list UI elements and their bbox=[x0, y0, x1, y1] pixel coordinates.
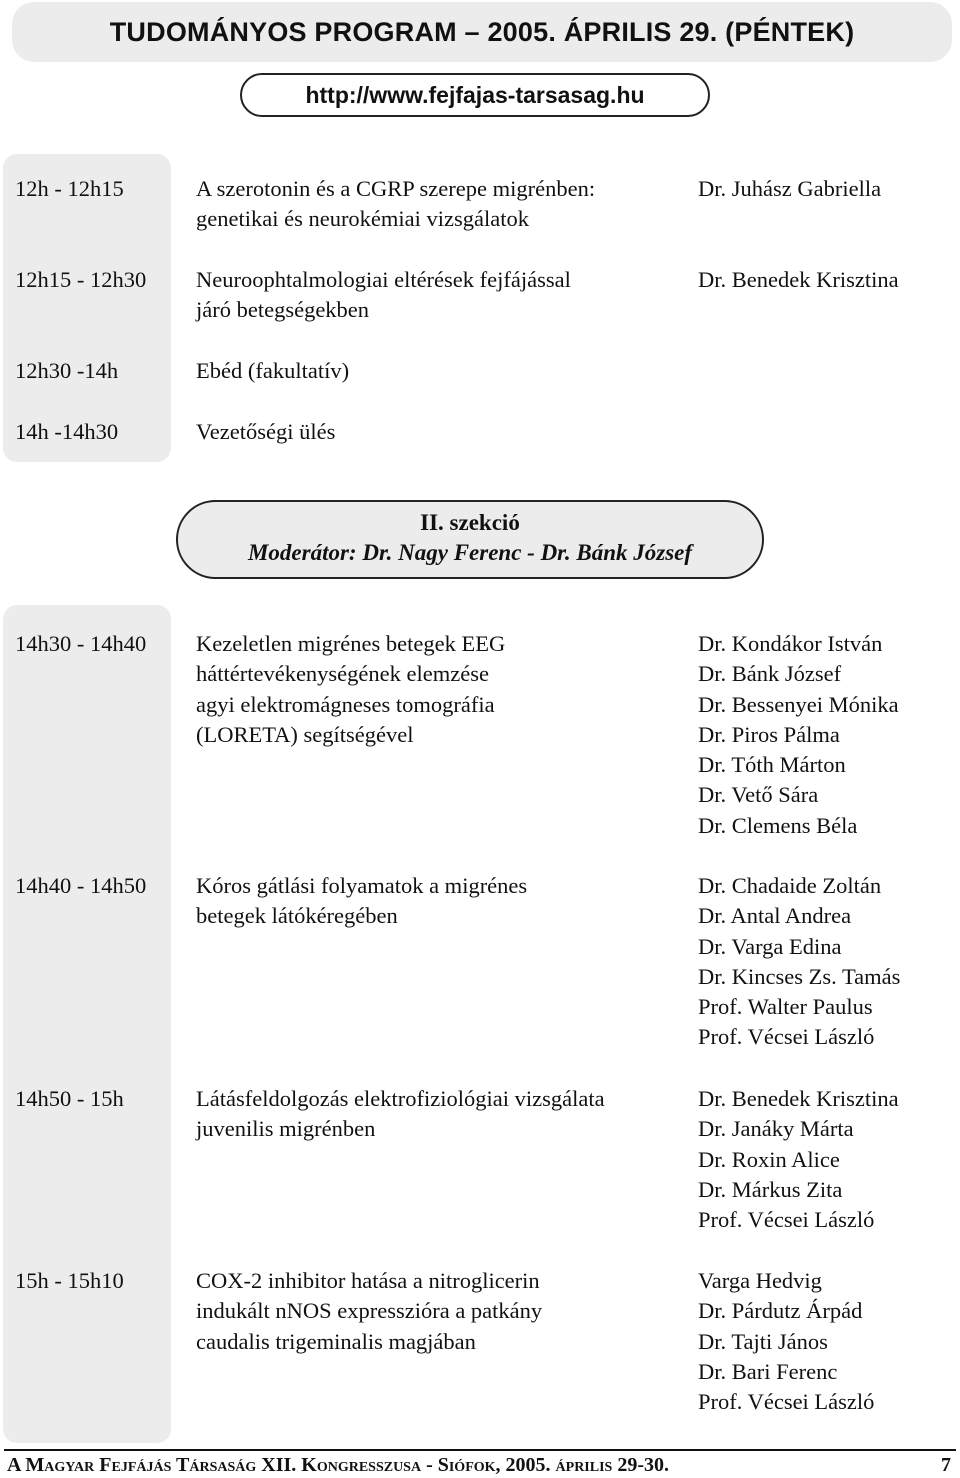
speaker-name: Varga Hedvig bbox=[698, 1268, 822, 1293]
speaker-name: Dr. Chadaide Zoltán bbox=[698, 873, 882, 898]
topic-line: Neuroophtalmologiai eltérések fejfájással bbox=[196, 267, 571, 292]
session-time: 14h -14h30 bbox=[15, 419, 119, 444]
speaker-name: Dr. Bánk József bbox=[698, 661, 842, 687]
session-time: 14h30 - 14h40 bbox=[15, 631, 147, 656]
session-speakers bbox=[698, 629, 899, 841]
page-footer bbox=[7, 1452, 953, 1478]
topic-line: Vezetőségi ülés bbox=[196, 419, 336, 444]
topic-line: Kezeletlen migrénes betegek EEG bbox=[196, 631, 506, 656]
speaker-name: Dr. Bari Ferenc bbox=[698, 1358, 838, 1384]
topic-line: genetikai és neurokémiai vizsgálatok bbox=[196, 206, 530, 232]
page-header bbox=[12, 2, 952, 62]
session-topic bbox=[196, 1084, 691, 1145]
topic-line: Látásfeldolgozás elektrofiziológiai vizsgálata bbox=[196, 1086, 605, 1111]
session-time: 12h15 - 12h30 bbox=[15, 267, 147, 292]
session-speakers bbox=[698, 265, 899, 295]
session-speakers bbox=[698, 1084, 899, 1235]
session-time: 12h - 12h15 bbox=[15, 176, 124, 201]
website-url: http://www.fejfajas-tarsasag.hu bbox=[305, 81, 645, 108]
session-time: 15h - 15h10 bbox=[15, 1268, 124, 1293]
speaker-name: Prof. Vécsei László bbox=[698, 1207, 875, 1233]
topic-line: agyi elektromágneses tomográfia bbox=[196, 691, 495, 717]
speaker-name: Dr. Juhász Gabriella bbox=[698, 176, 882, 201]
session-topic bbox=[196, 629, 691, 750]
speaker-name: Dr. Tóth Márton bbox=[698, 752, 846, 778]
footer-divider bbox=[4, 1449, 956, 1451]
speaker-name: Dr. Tajti János bbox=[698, 1328, 828, 1354]
website-link[interactable] bbox=[240, 73, 710, 117]
session-speakers bbox=[698, 1266, 874, 1417]
section-moderator: Moderátor: Dr. Nagy Ferenc - Dr. Bánk József bbox=[247, 540, 693, 565]
section-banner bbox=[176, 500, 764, 579]
topic-line: háttértevékenységének elemzése bbox=[196, 661, 489, 687]
topic-line: Ebéd (fakultatív) bbox=[196, 358, 350, 383]
speaker-name: Dr. Párdutz Árpád bbox=[698, 1298, 863, 1324]
topic-line: (LORETA) segítségével bbox=[196, 721, 414, 747]
topic-line: A szerotonin és a CGRP szerepe migrénben: bbox=[196, 176, 596, 201]
topic-line: indukált nNOS expresszióra a patkány bbox=[196, 1298, 543, 1324]
page-number: 7 bbox=[941, 1454, 951, 1476]
session-topic bbox=[196, 871, 691, 932]
speaker-name: Dr. Antal Andrea bbox=[698, 903, 852, 929]
speaker-name: Dr. Benedek Krisztina bbox=[698, 1086, 899, 1111]
session-time: 14h40 - 14h50 bbox=[15, 873, 147, 898]
speaker-name: Dr. Márkus Zita bbox=[698, 1176, 843, 1202]
session-topic bbox=[196, 174, 691, 235]
speaker-name: Prof. Walter Paulus bbox=[698, 994, 873, 1020]
topic-line: caudalis trigeminalis magjában bbox=[196, 1328, 476, 1354]
session-topic bbox=[196, 265, 691, 326]
speaker-name: Dr. Roxin Alice bbox=[698, 1146, 840, 1172]
section-title: II. szekció bbox=[420, 510, 520, 535]
speaker-name: Prof. Vécsei László bbox=[698, 1024, 875, 1050]
speaker-name: Prof. Vécsei László bbox=[698, 1389, 875, 1415]
session-time: 12h30 -14h bbox=[15, 358, 119, 383]
session-speakers bbox=[698, 871, 900, 1053]
session-time: 14h50 - 15h bbox=[15, 1086, 124, 1111]
speaker-name: Dr. Piros Pálma bbox=[698, 721, 840, 747]
speaker-name: Dr. Vető Sára bbox=[698, 782, 819, 808]
speaker-name: Dr. Benedek Krisztina bbox=[698, 267, 899, 292]
footer-text: A Magyar Fejfájás Társaság XII. Kongresszusa - Siófok, 2005. április 29-30. bbox=[7, 1454, 669, 1476]
topic-line: juvenilis migrénben bbox=[196, 1116, 376, 1142]
session-speakers bbox=[698, 174, 881, 204]
speaker-name: Dr. Clemens Béla bbox=[698, 812, 858, 838]
session-topic bbox=[196, 356, 691, 386]
speaker-name: Dr. Kondákor István bbox=[698, 631, 883, 656]
topic-line: betegek látókéregében bbox=[196, 903, 398, 929]
topic-line: járó betegségekben bbox=[196, 297, 370, 323]
session-topic bbox=[196, 1266, 691, 1357]
speaker-name: Dr. Kincses Zs. Tamás bbox=[698, 963, 901, 989]
page-title: TUDOMÁNYOS PROGRAM – 2005. ÁPRILIS 29. (PÉNTEK) bbox=[109, 16, 855, 47]
time-column-background-2 bbox=[3, 605, 171, 1443]
speaker-name: Dr. Bessenyei Mónika bbox=[698, 691, 899, 717]
session-topic bbox=[196, 417, 691, 447]
speaker-name: Dr. Varga Edina bbox=[698, 933, 842, 959]
topic-line: COX-2 inhibitor hatása a nitroglicerin bbox=[196, 1268, 540, 1293]
speaker-name: Dr. Janáky Márta bbox=[698, 1116, 854, 1142]
topic-line: Kóros gátlási folyamatok a migrénes bbox=[196, 873, 528, 898]
